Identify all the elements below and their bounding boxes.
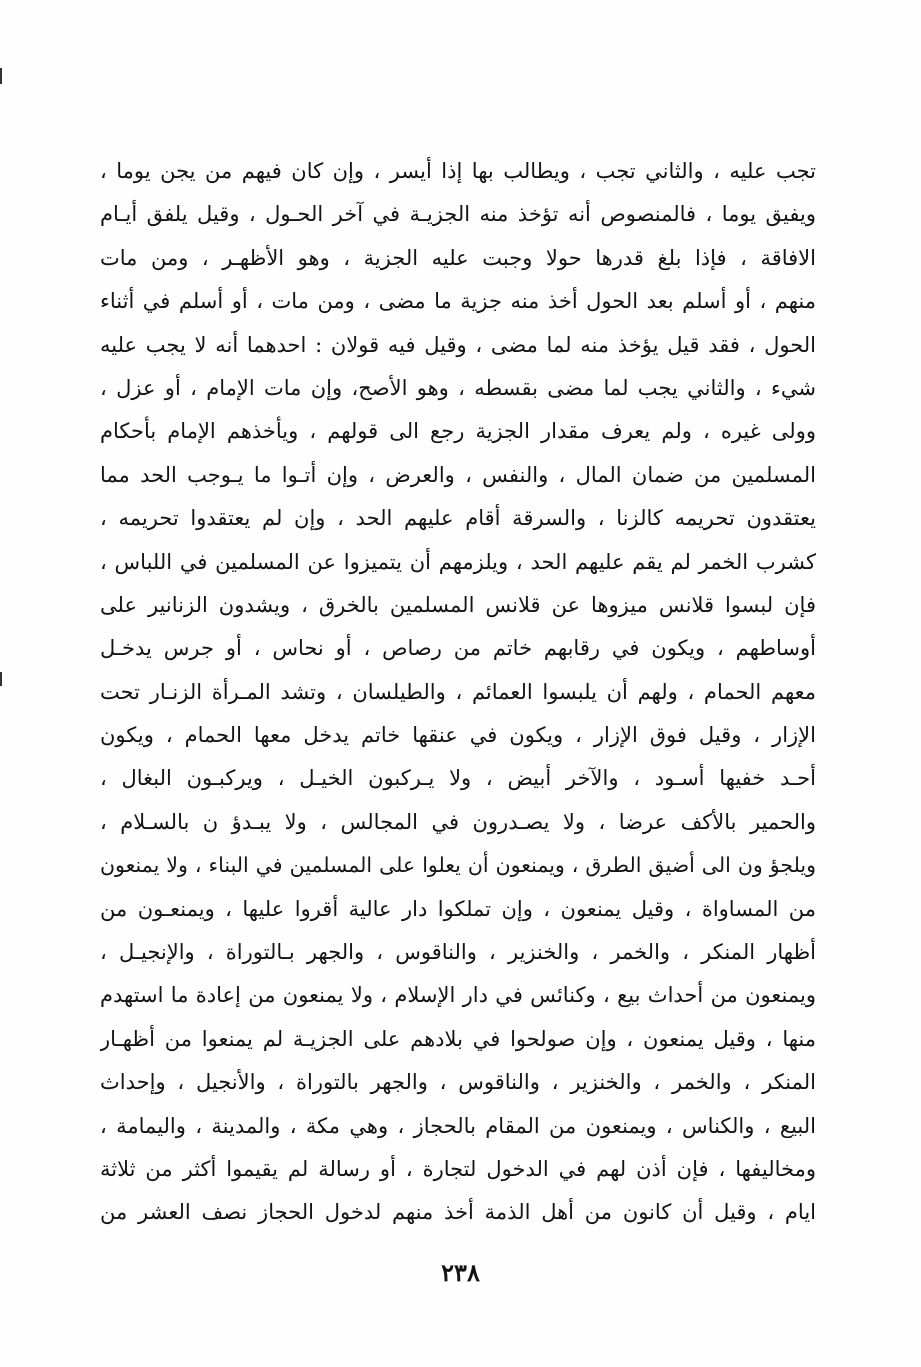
text-line: الافاقة ، فإذا بلغ قدرها حولا وجبت عليه الجزية ، وهو الأظهـر ، ومن مات	[100, 245, 816, 270]
text-line: أظهار المنكر ، والخمر ، والخنزير ، والناقوس ، والجهر بـالتوراة ، والإنجيـل ،	[100, 940, 816, 965]
text-line: وولى غيره ، ولم يعرف مقدار الجزية رجع الى قولهم ، ويأخذهم الإمام بأحكام	[100, 419, 816, 444]
text-line: ايام ، وقيل أن كانون من أهل الذمة أخذ منهم لدخول الحجاز نصف العشر من	[100, 1200, 816, 1225]
text-line: تجب عليه ، والثاني تجب ، ويطالب بها إذا أيسر ، وإن كان فيهم من يجن يوما ،	[100, 159, 816, 183]
page-edge-mark	[0, 672, 2, 686]
text-line: الحول ، فقد قيل يؤخذ منه لما مضى ، وقيل فيه قولان : احدهما أنه لا يجب عليه	[100, 332, 816, 357]
text-line: منهم ، أو أسلم بعد الحول أخذ منه جزية ما مضى ، ومن مات ، أو أسلم في أثناء	[100, 289, 816, 314]
text-line: المنكر ، والخمر ، والخنزير ، والناقوس ، والجهر بالتوراة ، والأنجيل ، وإحداث	[100, 1070, 816, 1095]
text-line: كشرب الخمر لم يقم عليهم الحد ، ويلزمهم أن يتميزوا عن المسلمين في اللباس ،	[100, 549, 816, 574]
text-line: أوساطهم ، ويكون في رقابهم خاتم من رصاص ، أو نحاس ، أو جرس يدخـل	[100, 636, 816, 661]
text-line: المسلمين من ضمان المال ، والنفس ، والعرض ، وإن أتـوا ما يـوجب الحد مما	[100, 462, 816, 487]
text-line: والحمير بالأكف عرضا ، ولا يصـدرون في المجالس ، ولا يبـدؤ ن بالسـلام ،	[100, 809, 816, 834]
text-line: البيع ، والكناس ، ويمنعون من المقام بالحجاز ، وهي مكة ، والمدينة ، واليمامة ،	[100, 1113, 816, 1138]
body-text	[100, 150, 816, 1235]
text-line: معهم الحمام ، ولهم أن يلبسوا العمائم ، والطيلسان ، وتشد المـرأة الزنـار تحت	[100, 679, 816, 704]
text-line: فإن لبسوا قلانس ميزوها عن قلانس المسلمين بالخرق ، ويشدون الزنانير على	[100, 592, 816, 617]
text-line: ويفيق يوما ، فالمنصوص أنه تؤخذ منه الجزيـة في آخر الحـول ، وقيل يلفق أيـام	[100, 202, 816, 227]
text-line: الإزار ، وقيل فوق الإزار ، ويكون في عنقها خاتم يدخل معها الحمام ، ويكون	[100, 723, 816, 748]
text-line: يعتقدون تحريمه كالزنا ، والسرقة أقام عليهم الحد ، وإن لم يعتقدوا تحريمه ،	[100, 506, 816, 531]
text-line: شيء ، والثاني يجب لما مضى بقسطه ، وهو الأصح، وإن مات الإمام ، أو عزل ،	[100, 375, 816, 400]
text-line: ويلجؤ ون الى أضيق الطرق ، ويمنعون أن يعلوا على المسلمين في البناء ، ولا يمنعون	[100, 853, 816, 878]
text-line: من المساواة ، وقيل يمنعون ، وإن تملكوا دار عالية أقروا عليها ، ويمنعـون من	[100, 896, 816, 921]
text-line: ويمنعون من أحداث بيع ، وكنائس في دار الإسلام ، ولا يمنعون من إعادة ما استهدم	[100, 983, 816, 1008]
text-line: أحـد خفيها أسـود ، والآخر أبيض ، ولا يـركبون الخيـل ، ويركبـون البغال ،	[100, 766, 816, 791]
text-line: منها ، وقيل يمنعون ، وإن صولحوا في بلادهم على الجزيـة لم يمنعوا من أظهـار	[100, 1026, 816, 1051]
page-number: ٢٣٨	[441, 1258, 480, 1287]
text-line: ومخاليفها ، فإن أذن لهم في الدخول لتجارة ، أو رسالة لم يقيموا أكثر من ثلاثة	[100, 1156, 816, 1181]
page-edge-mark	[0, 68, 2, 84]
